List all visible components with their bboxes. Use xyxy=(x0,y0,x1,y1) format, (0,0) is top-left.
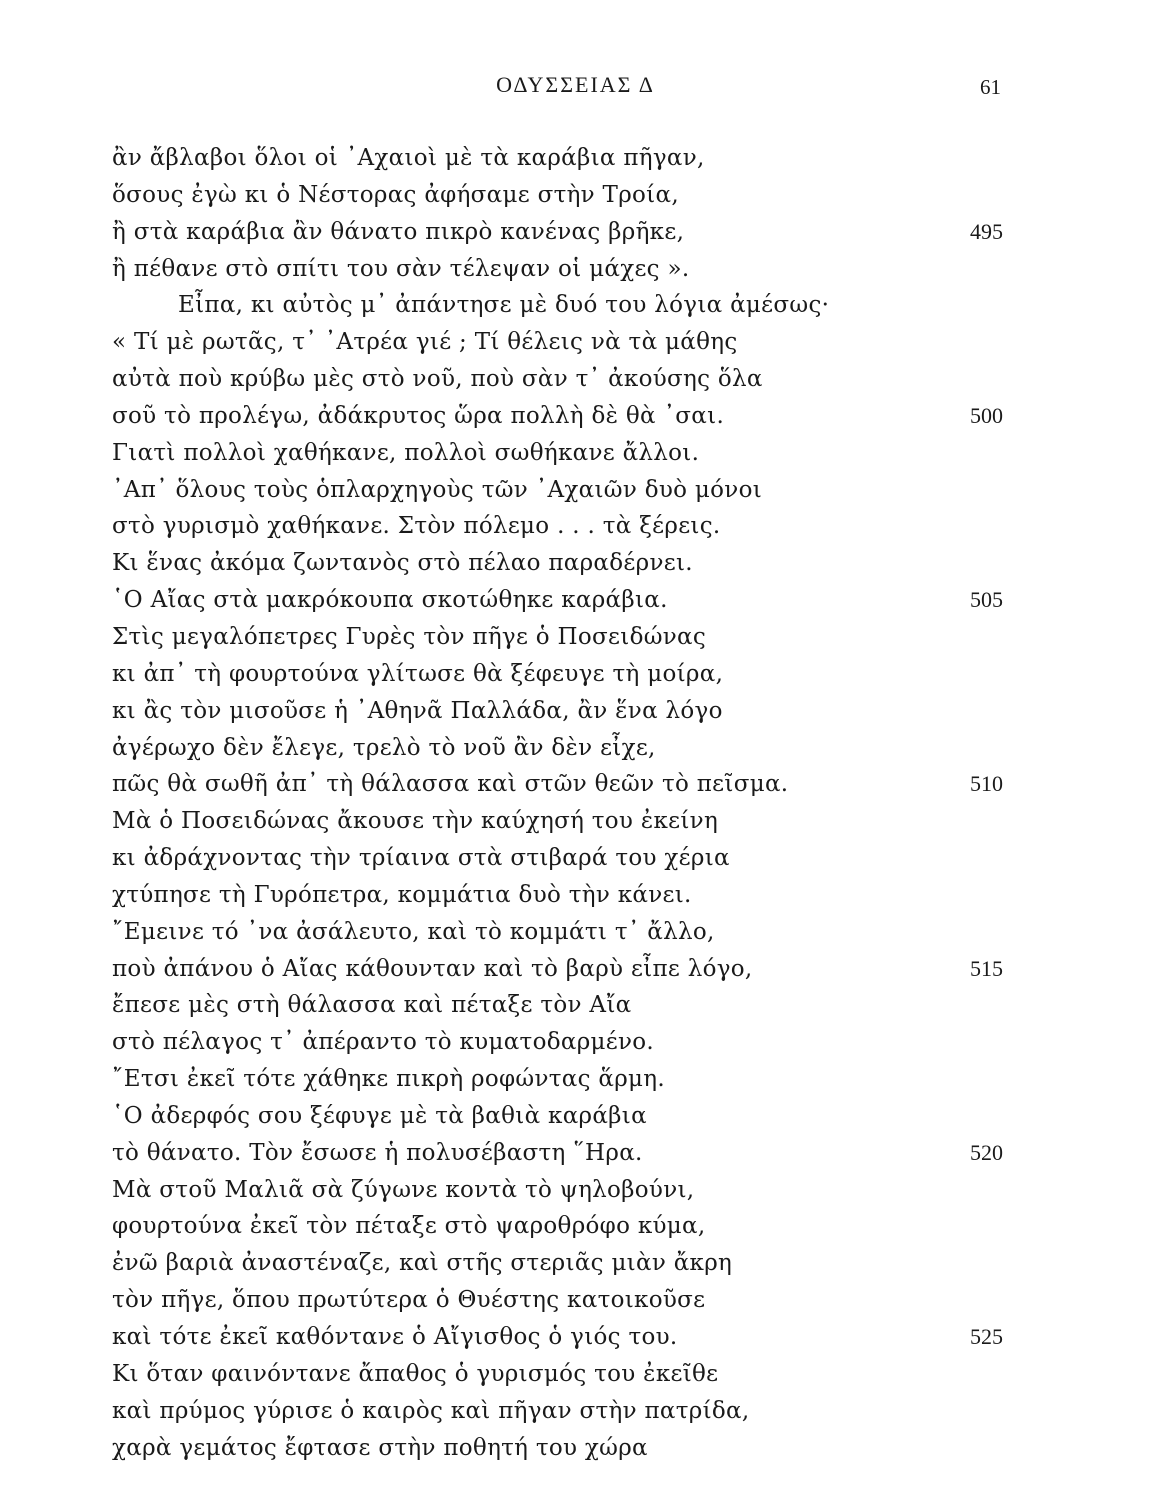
verse-text: στὸ γυρισμὸ χαθήκανε. Στὸν πόλεμο . . . τὰ ξέρεις. xyxy=(112,513,721,540)
verse-text: αὐτὰ ποὺ κρύβω μὲς στὸ νοῦ, ποὺ σὰν τ᾿ ἀκούσης ὅλα xyxy=(112,366,763,393)
verse-line xyxy=(0,1135,1151,1172)
verse-text: σοῦ τὸ προλέγω, ἀδάκρυτος ὥρα πολλὴ δὲ θὰ ᾿σαι. xyxy=(112,402,725,429)
verse-number: 495 xyxy=(970,218,1003,244)
verse-text: ἀγέρωχο δὲν ἔλεγε, τρελὸ τὸ νοῦ ἂν δὲν εἶχε, xyxy=(112,734,656,761)
verse-text: κι ἀδράχνοντας τὴν τρίαινα στὰ στιβαρά του χέρια xyxy=(112,845,730,872)
verse-line xyxy=(0,508,1151,545)
verse-line xyxy=(0,214,1151,251)
verse-line xyxy=(0,140,1151,177)
verse-line xyxy=(0,1172,1151,1209)
verse-line xyxy=(0,582,1151,619)
verse-text: τὸν πῆγε, ὅπου πρωτύτερα ὁ Θυέστης κατοικοῦσε xyxy=(112,1287,706,1314)
verse-line xyxy=(0,324,1151,361)
verse-line xyxy=(0,251,1151,288)
running-title: ΟΔΥΣΣΕΙΑΣ Δ xyxy=(496,72,655,97)
verse-text: χτύπησε τὴ Γυρόπετρα, κομμάτια δυὸ τὴν κάνει. xyxy=(112,881,692,908)
verse-line xyxy=(0,177,1151,214)
verse-line xyxy=(0,287,1151,324)
verse-number: 505 xyxy=(970,587,1003,613)
verse-text: « Τί μὲ ρωτᾶς, τ᾿ ᾿Ατρέα γιέ ; Τί θέλεις νὰ τὰ μάθης xyxy=(112,329,738,356)
verse-line xyxy=(0,987,1151,1024)
verse-number: 515 xyxy=(970,955,1003,981)
verse-line xyxy=(0,619,1151,656)
verse-text: τὸ θάνατο. Τὸν ἔσωσε ἡ πολυσέβαστη ῞Ηρα. xyxy=(112,1139,643,1166)
verse-line xyxy=(0,840,1151,877)
verse-line xyxy=(0,1319,1151,1356)
verse-list xyxy=(0,140,1151,1466)
verse-text: ῾Ο ἀδερφός σου ξέφυγε μὲ τὰ βαθιὰ καράβια xyxy=(112,1102,647,1129)
verse-line xyxy=(0,1430,1151,1467)
verse-line xyxy=(0,803,1151,840)
verse-number: 500 xyxy=(970,402,1003,428)
verse-line xyxy=(0,1245,1151,1282)
verse-text: ποὺ ἀπάνου ὁ Αἴας κάθουνταν καὶ τὸ βαρὺ εἶπε λόγο, xyxy=(112,955,753,982)
verse-text: ἢ στὰ καράβια ἂν θάνατο πικρὸ κανένας βρῆκε, xyxy=(112,218,685,245)
verse-line xyxy=(0,914,1151,951)
verse-line xyxy=(0,361,1151,398)
verse-text: ῾Ο Αἴας στὰ μακρόκουπα σκοτώθηκε καράβια. xyxy=(112,587,668,614)
verse-text: Στὶς μεγαλόπετρες Γυρὲς τὸν πῆγε ὁ Ποσειδώνας xyxy=(112,623,707,650)
verse-text: ἐνῶ βαριὰ ἀναστέναζε, καὶ στῆς στεριᾶς μιὰν ἄκρη xyxy=(112,1250,733,1277)
verse-line xyxy=(0,472,1151,509)
verse-line xyxy=(0,1356,1151,1393)
verse-text: κι ἀπ᾿ τὴ φουρτούνα γλίτωσε θὰ ξέφευγε τὴ μοίρα, xyxy=(112,660,724,687)
verse-text: ὅσους ἐγὼ κι ὁ Νέστορας ἀφήσαμε στὴν Τροία, xyxy=(112,181,679,208)
verse-text: Μὰ στοῦ Μαλιᾶ σὰ ζύγωνε κοντὰ τὸ ψηλοβούνι, xyxy=(112,1176,695,1203)
verse-line xyxy=(0,1282,1151,1319)
verse-line xyxy=(0,877,1151,914)
verse-number: 525 xyxy=(970,1324,1003,1349)
verse-text: ῎Ετσι ἐκεῖ τότε χάθηκε πικρὴ ροφώντας ἅρμη. xyxy=(112,1066,665,1093)
verse-number: 520 xyxy=(970,1139,1003,1165)
verse-text: ἂν ἄβλαβοι ὅλοι οἱ ᾿Αχαιοὶ μὲ τὰ καράβια πῆγαν, xyxy=(112,145,705,171)
verse-line xyxy=(0,545,1151,582)
verse-text: καὶ πρύμος γύρισε ὁ καιρὸς καὶ πῆγαν στὴν πατρίδα, xyxy=(112,1397,750,1424)
verse-line xyxy=(0,1024,1151,1061)
verse-line xyxy=(0,766,1151,803)
verse-line xyxy=(0,1393,1151,1430)
verse-text: στὸ πέλαγος τ᾿ ἀπέραντο τὸ κυματοδαρμένο. xyxy=(112,1029,655,1056)
verse-text: Γιατὶ πολλοὶ χαθήκανε, πολλοὶ σωθήκανε ἄλλοι. xyxy=(112,439,700,466)
verse-text: πῶς θὰ σωθῆ ἀπ᾿ τὴ θάλασσα καὶ στῶν θεῶν τὸ πεῖσμα. xyxy=(112,771,789,798)
verse-text: καὶ τότε ἐκεῖ καθόντανε ὁ Αἴγισθος ὁ γιός του. xyxy=(112,1324,678,1350)
verse-line xyxy=(0,656,1151,693)
verse-text: Μὰ ὁ Ποσειδώνας ἄκουσε τὴν καύχησή του ἐκείνη xyxy=(112,808,719,835)
verse-text: φουρτούνα ἐκεῖ τὸν πέταξε στὸ ψαροθρόφο κύμα, xyxy=(112,1213,706,1240)
verse-line xyxy=(0,1098,1151,1135)
verse-line xyxy=(0,693,1151,730)
verse-text: ῎Εμεινε τό ᾿να ἀσάλευτο, καὶ τὸ κομμάτι τ᾿ ἄλλο, xyxy=(112,918,715,945)
page-number: 61 xyxy=(980,75,1001,99)
verse-number: 510 xyxy=(970,771,1003,797)
verse-line xyxy=(0,951,1151,988)
verse-text: χαρὰ γεμάτος ἔφτασε στὴν ποθητή του χώρα xyxy=(112,1434,648,1461)
verse-text: ἔπεσε μὲς στὴ θάλασσα καὶ πέταξε τὸν Αἴα xyxy=(112,992,632,1019)
verse-line xyxy=(0,1208,1151,1245)
verse-text: ᾿Απ᾿ ὅλους τοὺς ὁπλαρχηγοὺς τῶν ᾿Αχαιῶν δυὸ μόνοι xyxy=(112,476,763,503)
verse-text: ἢ πέθανε στὸ σπίτι του σὰν τέλεψαν οἱ μάχες ». xyxy=(112,255,690,282)
verse-text: Εἶπα, κι αὐτὸς μ᾿ ἀπάντησε μὲ δυό του λόγια ἀμέσως· xyxy=(178,292,830,319)
verse-text: Κι ἕνας ἀκόμα ζωντανὸς στὸ πέλαο παραδέρνει. xyxy=(112,550,693,577)
verse-line xyxy=(0,398,1151,435)
verse-text: Κι ὅταν φαινόντανε ἄπαθος ὁ γυρισμός του ἐκεῖθε xyxy=(112,1360,719,1387)
verse-text: κι ἂς τὸν μισοῦσε ἡ ᾿Αθηνᾶ Παλλάδα, ἂν ἕνα λόγο xyxy=(112,697,723,724)
verse-line xyxy=(0,1061,1151,1098)
verse-line xyxy=(0,435,1151,472)
verse-line xyxy=(0,730,1151,767)
